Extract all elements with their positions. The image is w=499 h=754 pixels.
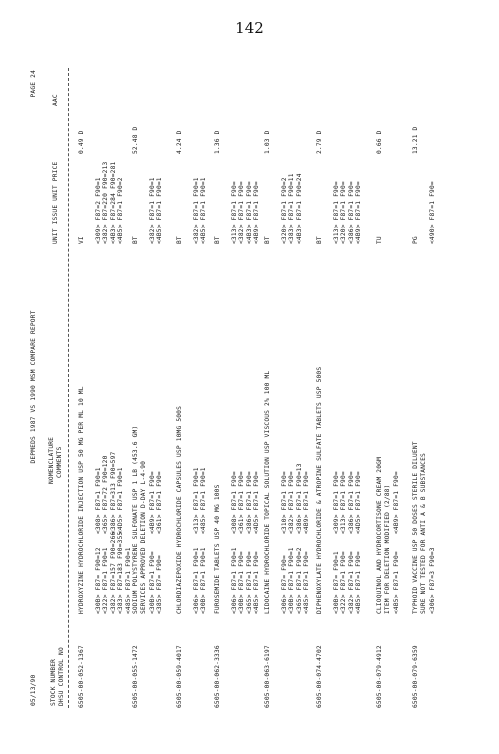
code-line: <313> F87=1 F90= <box>340 471 348 534</box>
code-column <box>149 471 164 534</box>
code-line: <320> F87=1 F90=2 <box>281 177 288 244</box>
code-line: <382> F87=1 F90=1 <box>149 177 156 244</box>
code-line: <30B> F87=1 F90= <box>149 551 156 614</box>
unit-issue: BT <box>214 236 221 244</box>
code-line: <306> F87= F90= <box>281 555 288 614</box>
code-column <box>193 467 208 534</box>
page-label: PAGE <box>30 81 37 98</box>
unit-price: 4.24 D <box>176 130 183 154</box>
code-line: <4D5> F87=1 F90= <box>253 471 261 534</box>
code-column <box>333 551 363 614</box>
unit-price: 1.36 D <box>214 130 221 154</box>
code-line: <309> F87=2 F90=1 <box>95 177 102 244</box>
code-line: <310> F87=1 F90= <box>281 471 288 534</box>
code-line: <313> F87=1 F90= <box>231 181 238 244</box>
unit-price: 2.79 D <box>316 130 323 154</box>
code-line: <361> F87=1 F90= <box>238 471 246 534</box>
nomenclature: DIPHENOXYLATE HYDROCHLORIDE & ATROPINE SULFATE TABLETS USP 500S <box>316 366 323 614</box>
unit-issue: BT <box>264 236 271 244</box>
code-line: <308> F87=1 F90= <box>231 471 238 534</box>
header-rule <box>68 68 69 708</box>
code-line: <4B3> F87=1 F90=24 <box>295 173 303 244</box>
code-line: <313> F87=1 F90=1 <box>193 467 200 534</box>
code-line: <4B3> F87=284 F90=281 <box>109 161 117 244</box>
code-line: <386> F87=1 F90= <box>347 471 355 534</box>
code-line: <386> F87=313 F90=597 <box>109 451 117 534</box>
code-line: <4B9> F87=1 F90= <box>355 181 363 244</box>
code-column <box>333 471 363 534</box>
code-line: <386> F87=1 F90= <box>347 181 355 244</box>
code-line: <4B9> F87=1 F90= <box>303 471 311 534</box>
rotated-report <box>24 60 478 714</box>
stock-number: 6505-00-052-1367 <box>78 645 85 708</box>
code-column <box>429 181 436 244</box>
column-header-comments: COMMENTS <box>56 446 63 478</box>
code-line: <490> F87=1 F90= <box>429 181 436 244</box>
stock-number: 6505-00-059-4017 <box>176 645 183 708</box>
code-column <box>231 181 261 244</box>
report-header <box>30 60 38 714</box>
code-line: <382> F87=1 F90= <box>288 471 296 534</box>
code-line: <382> F87=1 F90=1 <box>193 177 200 244</box>
code-line: <322> F87=1 F90= <box>340 551 348 614</box>
code-column <box>95 162 125 244</box>
code-line: <383> F87=1 F90=11 <box>288 173 296 244</box>
code-line: <4D5> F87=1 F90=1 <box>117 467 125 534</box>
report-date: 05/13/90 <box>30 674 37 706</box>
code-column <box>281 547 311 614</box>
code-column <box>95 532 132 614</box>
unit-issue: BT <box>316 236 323 244</box>
comments: ITEM FOR DELETION MODIFIED (2/88) <box>384 484 391 614</box>
code-line: <485> F87=1 F90=1 <box>124 547 132 614</box>
unit-price: 0.66 D <box>376 130 383 154</box>
code-column <box>193 177 208 244</box>
code-line: <485> F87=1 F90=1 <box>200 467 208 534</box>
code-line: <306> F87=1 F90=1 <box>231 547 238 614</box>
code-line: <385> F87= F90= <box>156 555 164 614</box>
code-line: <308> F87=1 F90=1 <box>95 467 102 534</box>
unit-issue: PG <box>412 236 419 244</box>
unit-price: 13.21 D <box>412 126 419 154</box>
nomenclature: CHLORDIAZEPOXIDE HYDROCHLORIDE CAPSULES USP 10MG 500S <box>176 405 183 614</box>
column-header-aac: AAC <box>52 94 59 106</box>
column-header-control: DHSU CONTROL NO <box>58 647 65 706</box>
code-column <box>149 177 164 244</box>
code-line: <4B5> F87=1 F90=1 <box>156 177 164 244</box>
code-column <box>281 463 311 534</box>
code-line: <4B9> F87=1 F90= <box>393 471 400 534</box>
unit-price: 1.03 D <box>264 130 271 154</box>
page-value: 24 <box>30 70 37 78</box>
stock-number: 6505-00-062-3336 <box>214 645 221 708</box>
stock-number: 6505-00-055-1472 <box>132 645 139 708</box>
code-column <box>193 547 208 614</box>
code-line: <386> F87=1 F90=13 <box>295 463 303 534</box>
code-column <box>231 471 261 534</box>
unit-price: 52.48 D <box>132 126 139 154</box>
code-line: <30B> F87=1 F90= <box>238 551 246 614</box>
stock-number: 6505-00-079-4912 <box>376 645 383 708</box>
code-column <box>281 173 303 244</box>
code-line: <382> F87=1 F90= <box>347 551 355 614</box>
nomenclature: LIDOCAINE HYDROCHLORIDE TOPICAL SOLUTION USP VISCOUS 2% 100 ML <box>264 370 271 614</box>
nomenclature: SODIUM POLYSTYRENE SULFONATE USP 1 LB (453.6 GM) <box>132 425 139 614</box>
column-header-unit: UNIT ISSUE UNIT PRICE <box>52 161 59 244</box>
comments: SERVICES APPROVED DELETION D-DAY L-4-90 <box>140 460 147 614</box>
unit-issue: VI <box>78 236 85 244</box>
code-column <box>149 551 164 614</box>
code-line: <4B5> F87=1 F90= <box>253 551 261 614</box>
comments: SURE NOT TESTED FOR ANTI A & B SUBSTANCES <box>420 453 427 614</box>
code-line: <320> F87=1 F90= <box>340 181 348 244</box>
code-line: <485> F87=1 F90= <box>303 551 311 614</box>
code-line: <313> F87=1 F90= <box>333 181 340 244</box>
nomenclature: TYPHOID VACCINE USP 50 DOSES STERILE DILUENT <box>412 441 419 614</box>
code-line: <4B5> F87=1 F90=2 <box>117 177 125 244</box>
unit-price: 0.49 D <box>78 130 85 154</box>
stock-number: 6505-00-079-6359 <box>412 645 419 708</box>
code-line: <30B> F87= F90=1 <box>333 551 340 614</box>
code-line: <4B5> F87=1 F90=1 <box>200 177 208 244</box>
code-line: <365> F87=72 F90=120 <box>102 455 110 534</box>
code-column <box>429 547 436 614</box>
code-line: <4D5> F87=1 F90= <box>355 471 363 534</box>
code-line: <30B> F87=1 F90=1 <box>200 547 208 614</box>
unit-issue: TU <box>376 236 383 244</box>
code-line: <361> F87=1 F90= <box>156 471 164 534</box>
code-line: <306> F87=3 F90=3 <box>429 547 436 614</box>
column-header-stock: STOCK NUMBER <box>50 658 57 706</box>
code-column <box>333 181 363 244</box>
stock-number: 6505-00-074-4702 <box>316 645 323 708</box>
unit-issue: BT <box>132 236 139 244</box>
code-line: <4B9> F87=1 F90= <box>253 181 261 244</box>
stock-number: 6505-00-063-6197 <box>264 645 271 708</box>
page-number: 142 <box>235 19 264 37</box>
code-line: <4B9> F87=1 F90= <box>149 471 156 534</box>
code-line: <30B> F87= F90=12 <box>95 547 102 614</box>
code-line: <30B> F87=1 F90=1 <box>288 547 296 614</box>
code-line: <306> F87=1 F90=1 <box>193 547 200 614</box>
code-line: <382> F87=220 F90=213 <box>102 161 110 244</box>
code-line: <382> F87=157 F90=266 <box>109 531 117 614</box>
nomenclature: CLIOQUINOL AND HYDROCORTISONE CREAM 20GM <box>376 456 383 614</box>
code-line: <382> F87=1 F90= <box>238 181 246 244</box>
code-line: <383> F87=183 F90=355 <box>117 531 125 614</box>
code-column <box>231 547 261 614</box>
code-column <box>393 551 400 614</box>
code-line: <4B5> F87=1 F90= <box>355 551 363 614</box>
code-line: <309> F87=1 F90= <box>333 471 340 534</box>
code-line: <365> F87=1 F90=2 <box>295 547 303 614</box>
code-line: <386> F87=1 F90= <box>245 471 253 534</box>
report-title: DEPMEDS 1987 VS 1990 MSM COMPARE REPORT <box>30 310 37 464</box>
column-header-nomenclature: NOMENCLATURE <box>48 436 55 484</box>
code-line: <4B5> F87=1 F90= <box>393 551 400 614</box>
code-line: <4B3> F87=1 F90= <box>245 181 253 244</box>
unit-issue: BT <box>176 236 183 244</box>
code-column <box>393 471 400 534</box>
report-page <box>30 70 37 98</box>
code-line: <322> F87=1 F90=1 <box>102 547 110 614</box>
code-line: <365> F87=1 F90= <box>245 551 253 614</box>
code-column <box>95 452 125 534</box>
nomenclature: HYDROXYZINE HYDROCHLORIDE INJECTION USP 50 MG PER ML 10 ML <box>78 386 85 614</box>
nomenclature: FUROSEMIDE TABLETS USP 40 MG 100S <box>214 484 221 614</box>
